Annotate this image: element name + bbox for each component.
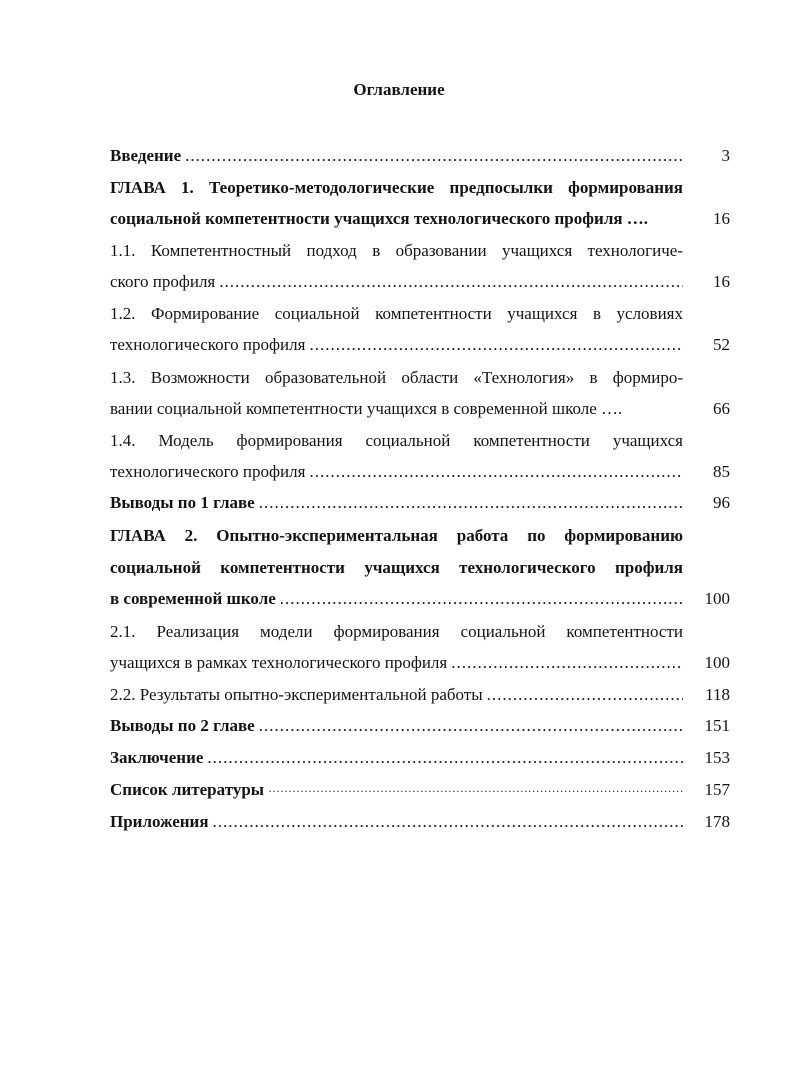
toc-page-number: 100 xyxy=(704,653,730,672)
dot-leader xyxy=(280,587,683,611)
dot-leader xyxy=(268,779,683,802)
toc-page-number: 96 xyxy=(713,493,730,512)
toc-entry-section-2-1[interactable]: 2.1. Реализация модели формирования социальной компетентности xyxy=(110,622,683,641)
toc-page-number: 157 xyxy=(704,780,730,799)
toc-entry-conclusion[interactable] xyxy=(110,746,683,770)
toc-entry-section-1-2-cont xyxy=(110,333,683,357)
toc-entry-text: Приложения xyxy=(110,812,209,831)
toc-entry-chapter-2-cont: социальной компетентности учащихся технологического профиля xyxy=(110,558,683,577)
toc-entry-section-1-1-cont xyxy=(110,270,683,294)
toc-entry-text: Список литературы xyxy=(110,780,265,799)
dot-leader xyxy=(309,333,683,357)
dot-leader xyxy=(219,270,683,294)
toc-entry-references[interactable] xyxy=(110,778,683,802)
toc-page-number: 118 xyxy=(705,685,730,704)
toc-page-number: 16 xyxy=(713,272,730,291)
toc-entry-section-1-3-cont: вании социальной компетентности учащихся в современной школе …. xyxy=(110,399,623,418)
dot-leader xyxy=(185,144,683,168)
toc-page-number: 151 xyxy=(704,716,730,735)
toc-page-number: 52 xyxy=(713,335,730,354)
page-title: Оглавление xyxy=(353,80,445,99)
toc-entry-introduction[interactable] xyxy=(110,144,683,168)
dot-leader xyxy=(259,491,683,515)
toc-entry-text: Выводы по 2 главе xyxy=(110,716,255,735)
toc-entry-text: технологического профиля xyxy=(110,462,306,481)
toc-entry-text: учащихся в рамках технологического профиля xyxy=(110,653,448,672)
toc-entry-text: Заключение xyxy=(110,748,204,767)
toc-entry-chapter-2-cont xyxy=(110,587,683,611)
toc-entry-chapter-2[interactable]: ГЛАВА 2. Опытно-экспериментальная работа по формированию xyxy=(110,526,683,545)
toc-entry-section-2-2[interactable] xyxy=(110,683,683,707)
toc-entry-text: Выводы по 1 главе xyxy=(110,493,255,512)
toc-entry-conclusions-2[interactable] xyxy=(110,714,683,738)
dot-leader xyxy=(207,746,683,770)
toc-entry-chapter-1-cont: социальной компетентности учащихся технологического профиля …. xyxy=(110,209,649,228)
toc-page-number: 3 xyxy=(721,146,730,165)
toc-entry-text: ского профиля xyxy=(110,272,216,291)
dot-leader xyxy=(309,460,683,484)
toc-entry-chapter-1[interactable]: ГЛАВА 1. Теоретико-методологические предпосылки формирования xyxy=(110,178,683,197)
toc-entry-section-1-2[interactable]: 1.2. Формирование социальной компетентности учащихся в условиях xyxy=(110,304,683,323)
toc-entry-text: технологического профиля xyxy=(110,335,306,354)
toc-entry-text: Введение xyxy=(110,146,182,165)
toc-entry-text: в современной школе xyxy=(110,589,276,608)
toc-entry-text: 2.2. Результаты опытно-экспериментальной работы xyxy=(110,685,483,704)
toc-entry-section-1-3[interactable]: 1.3. Возможности образовательной области «Технология» в формиро- xyxy=(110,368,683,387)
toc-entry-section-1-4-cont xyxy=(110,460,683,484)
toc-entry-appendices[interactable] xyxy=(110,810,683,834)
dot-leader xyxy=(451,651,683,675)
toc-entry-conclusions-1[interactable] xyxy=(110,491,683,515)
dot-leader xyxy=(213,810,683,834)
toc-entry-section-1-4[interactable]: 1.4. Модель формирования социальной компетентности учащихся xyxy=(110,431,683,450)
toc-page-number: 178 xyxy=(704,812,730,831)
toc-page-number: 16 xyxy=(713,209,730,228)
dot-leader xyxy=(259,714,683,738)
toc-entry-section-1-1[interactable]: 1.1. Компетентностный подход в образовании учащихся технологиче- xyxy=(110,241,683,260)
toc-page-number: 153 xyxy=(704,748,730,767)
toc-page-number: 66 xyxy=(713,399,730,418)
toc-page-number: 85 xyxy=(713,462,730,481)
toc-entry-section-2-1-cont xyxy=(110,651,683,675)
toc-page-number: 100 xyxy=(704,589,730,608)
